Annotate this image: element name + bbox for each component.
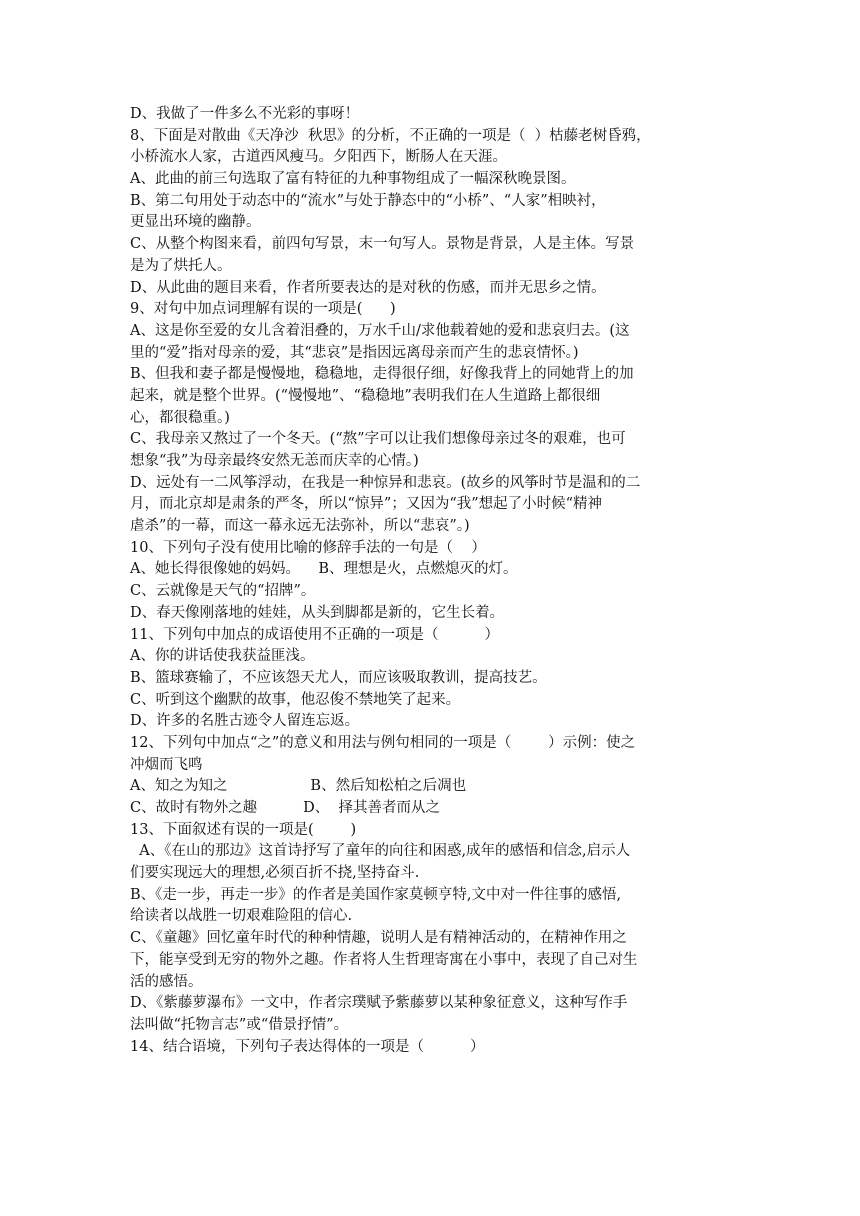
text-line: 虐杀”的一幕，而这一幕永远无法弥补，所以“悲哀”。) — [130, 518, 470, 535]
text-line: D、从此曲的题目来看，作者所要表达的是对秋的伤感，而并无思乡之情。 — [130, 279, 606, 296]
text-line: C、听到这个幽默的故事，他忍俊不禁地笑了起来。 — [130, 691, 461, 708]
text-line: C、《童趣》回忆童年时代的种种情趣，说明人是有精神活动的，在精神作用之 — [130, 930, 627, 947]
text-line: 14、结合语境，下列句子表达得体的一项是（ ） — [130, 1038, 485, 1055]
text-line: D、许多的名胜古迹令人留连忘返。 — [130, 713, 360, 730]
text-line: A、此曲的前三句选取了富有特征的九种事物组成了一幅深秋晚景图。 — [130, 171, 576, 188]
question-text-block — [130, 104, 734, 1058]
text-line: 月，而北京却是肃条的严冬，所以“惊异”；又因为“我”想起了小时候“精神 — [130, 496, 603, 513]
text-line: 9、对句中加点词理解有误的一项是( ) — [130, 301, 396, 318]
text-line: 是为了烘托人。 — [130, 257, 232, 274]
text-line: B、第二句用处于动态中的“流水”与处于静态中的“小桥”、“人家”相映衬， — [130, 192, 606, 209]
text-line: 给读者以战胜一切艰难险阻的信心. — [130, 908, 353, 925]
text-line: 10、下列句子没有使用比喻的修辞手法的一句是（ ） — [130, 539, 486, 556]
text-line: 们要实现远大的理想,必须百折不挠,坚持奋斗. — [130, 865, 420, 882]
text-line: 里的“爱”指对母亲的爱，其“悲哀”是指因远离母亲而产生的悲哀情怀。) — [130, 344, 579, 361]
text-line: B、篮球赛输了，不应该怨天尤人，而应该吸取教训，提高技艺。 — [130, 669, 547, 686]
text-line: 13、下面叙述有误的一项是( ) — [130, 821, 357, 838]
text-line: 12、下列句中加点“之”的意义和用法与例句相同的一项是（ ）示例：使之 — [130, 734, 636, 751]
text-line: B、但我和妻子都是慢慢地，稳稳地，走得很仔细，好像我背上的同她背上的加 — [130, 366, 634, 383]
text-line: 想象“我”为母亲最终安然无恙而庆幸的心情。) — [130, 453, 419, 469]
text-line: C、我母亲又熬过了一个冬天。(“熬”字可以让我们想像母亲过冬的艰难，也可 — [130, 431, 626, 448]
text-line: D、春天像刚落地的娃娃，从头到脚都是新的，它生长着。 — [130, 604, 505, 621]
text-line: 小桥流水人家，古道西风瘦马。夕阳西下，断肠人在天涯。 — [130, 149, 507, 166]
text-line: A、知之为知之 B、然后知松柏之后凋也 — [130, 778, 467, 795]
text-line: 法叫做“托物言志”或“借景抒情”。 — [130, 1016, 349, 1033]
text-line: 8、下面是对散曲《天净沙 秋思》的分析，不正确的一项是（ ）枯藤老树昏鸦， — [130, 127, 651, 144]
text-line: D、《紫藤萝瀑布》一文中，作者宗璞赋予紫藤萝以某种象征意义，这种写作手 — [130, 995, 628, 1012]
text-line: B、《走一步，再走一步》的作者是美国作家莫顿亨特,文中对一件往事的感悟, — [130, 886, 622, 903]
text-line: A、她长得很像她的妈妈。 B、理想是火，点燃熄灭的灯。 — [130, 561, 518, 578]
text-line: C、故时有物外之趣 D、 择其善者而从之 — [130, 800, 441, 816]
text-line: 下，能享受到无穷的物外之趣。作者将人生哲理寄寓在小事中，表现了自己对生 — [130, 951, 638, 968]
text-line: C、云就像是天气的“招牌”。 — [130, 583, 316, 600]
text-line: 起来，就是整个世界。(“慢慢地”、“稳稳地”表明我们在人生道路上都很细 — [130, 387, 601, 404]
text-line: D、远处有一二风筝浮动，在我是一种惊异和悲哀。(故乡的风筝时节是温和的二 — [130, 474, 641, 491]
text-line: 11、下列句中加点的成语使用不正确的一项是（ ） — [130, 626, 500, 643]
text-line: 更显出环境的幽静。 — [130, 214, 261, 231]
text-line: D、我做了一件多么不光彩的事呀！ — [130, 106, 360, 122]
text-line: A、这是你至爱的女儿含着泪叠的，万水千山/求他载着她的爱和悲哀归去。(这 — [130, 322, 630, 339]
text-line: C、从整个构图来看，前四句写景，末一句写人。景物是背景，人是主体。写景 — [130, 236, 635, 253]
text-line: A、《在山的那边》这首诗抒写了童年的向往和困惑,成年的感悟和信念,启示人 — [130, 843, 631, 860]
text-line: 活的感悟。 — [130, 973, 203, 990]
text-line: 心，都很稳重。) — [130, 409, 230, 426]
text-line: 冲烟而飞鸣 — [130, 756, 203, 773]
text-line: A、你的讲话使我获益匪浅。 — [130, 648, 315, 665]
